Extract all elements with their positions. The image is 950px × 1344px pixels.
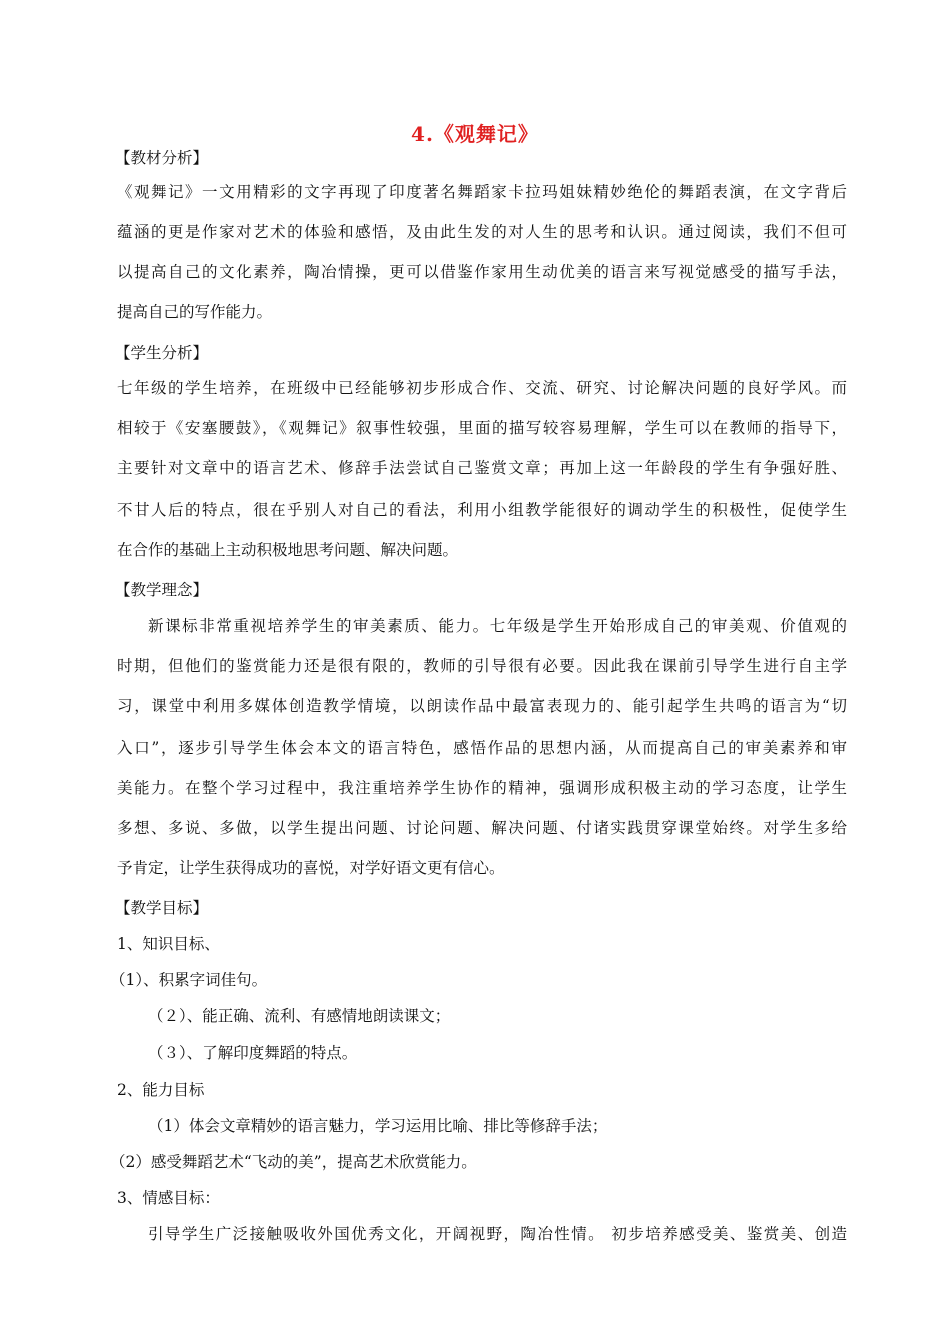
paragraph-line: 提高自己的写作能力。: [117, 303, 273, 321]
section-heading-philosophy: 【教学理念】: [115, 581, 209, 599]
paragraph-line: 七年级的学生培养，在班级中已经能够初步形成合作、交流、研究、讨论解决问题的良好学风。而: [117, 379, 847, 397]
list-item: 3、情感目标：: [117, 1189, 220, 1207]
document-title: 4.《观舞记》: [411, 122, 539, 146]
list-item: （３）、了解印度舞蹈的特点。: [148, 1044, 358, 1062]
list-item: 2、能力目标: [117, 1081, 205, 1099]
paragraph-line: 主要针对文章中的语言艺术、修辞手法尝试自己鉴赏文章；再加上这一年龄段的学生有争强好胜、: [117, 459, 847, 477]
list-item: （２）、能正确、流利、有感情地朗读课文；: [148, 1007, 451, 1025]
paragraph-line: 入口”，逐步引导学生体会本文的语言特色，感悟作品的思想内涵，从而提高自己的审美素养和审: [117, 739, 847, 757]
list-item: （1）、积累字词佳句。: [110, 971, 268, 989]
section-heading-goals: 【教学目标】: [115, 899, 209, 917]
paragraph-line: 以提高自己的文化素养，陶冶情操，更可以借鉴作家用生动优美的语言来写视觉感受的描写手法，: [117, 263, 847, 281]
paragraph-line: 时期，但他们的鉴赏能力还是很有限的，教师的引导很有必要。因此我在课前引导学生进行自主学: [117, 657, 847, 675]
paragraph-line: 在合作的基础上主动积极地思考问题、解决问题。: [117, 541, 459, 559]
paragraph-line: 习，课堂中利用多媒体创造教学情境，以朗读作品中最富表现力的、能引起学生共鸣的语言为“切: [117, 697, 847, 715]
paragraph-line: 《观舞记》一文用精彩的文字再现了印度著名舞蹈家卡拉玛姐妹精妙绝伦的舞蹈表演，在文字背后: [117, 183, 847, 201]
list-item: （1）体会文章精妙的语言魅力，学习运用比喻、排比等修辞手法；: [148, 1117, 608, 1135]
section-heading-textbook: 【教材分析】: [115, 149, 209, 167]
paragraph-line: 不甘人后的特点，很在乎别人对自己的看法，利用小组教学能很好的调动学生的积极性，促使学生: [117, 501, 847, 519]
list-item: （2）感受舞蹈艺术“飞动的美”，提高艺术欣赏能力。: [110, 1153, 477, 1171]
section-heading-students: 【学生分析】: [115, 344, 209, 362]
list-item: 1、知识目标、: [117, 935, 220, 953]
paragraph-line: 蕴涵的更是作家对艺术的体验和感悟，及由此生发的对人生的思考和认识。通过阅读，我们不但可: [117, 223, 847, 241]
paragraph-line: 新课标非常重视培养学生的审美素质、能力。七年级是学生开始形成自己的审美观、价值观的: [148, 617, 847, 635]
paragraph-line: 予肯定，让学生获得成功的喜悦，对学好语文更有信心。: [117, 859, 505, 877]
paragraph-line: 相较于《安塞腰鼓》，《观舞记》叙事性较强，里面的描写较容易理解，学生可以在教师的指导下，: [117, 419, 847, 437]
paragraph-line: 美能力。在整个学习过程中，我注重培养学生协作的精神，强调形成积极主动的学习态度，让学生: [117, 779, 847, 797]
paragraph-line: 多想、多说、多做，以学生提出问题、讨论问题、解决问题、付诸实践贯穿课堂始终。对学生多给: [117, 819, 847, 837]
paragraph-line: 引导学生广泛接触吸收外国优秀文化，开阔视野，陶冶性情。 初步培养感受美、鉴赏美、创造: [148, 1225, 847, 1243]
